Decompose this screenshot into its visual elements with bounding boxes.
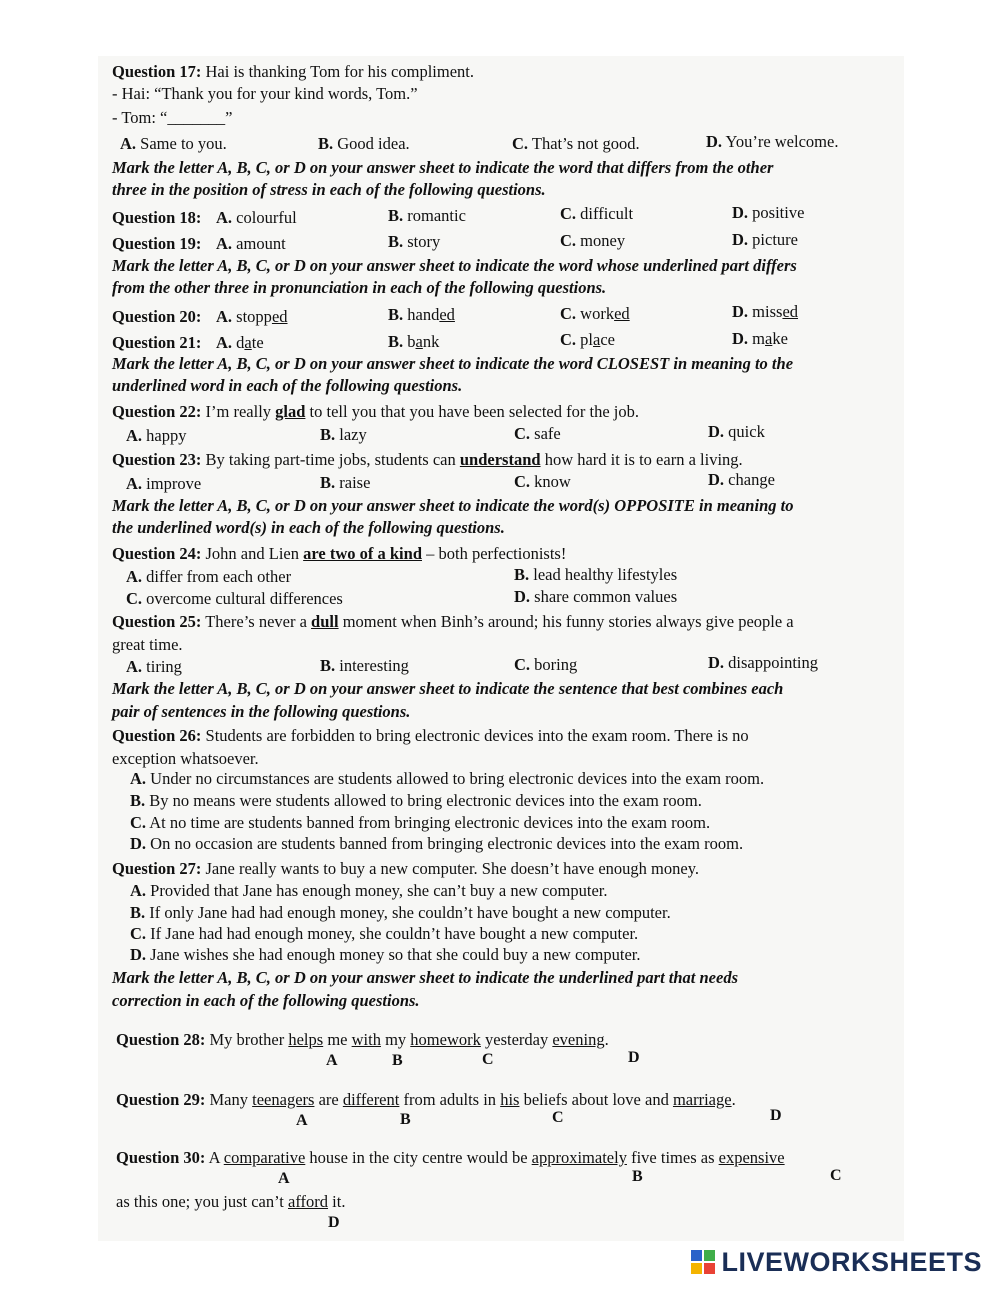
question-18-label: Question 18:	[112, 208, 202, 227]
q24-option-a[interactable]: A. differ from each other	[126, 567, 292, 586]
q27-option-d[interactable]: D. Jane wishes she had enough money so that she could buy a new computer.	[130, 945, 641, 964]
q26-option-a[interactable]: A. Under no circumstances are students allowed to bring electronic devices into the exam room.	[130, 769, 765, 788]
question-27: Question 27: Jane really wants to buy a new computer. She doesn’t have enough money.	[112, 859, 700, 878]
q20-option-d[interactable]: D. missed	[732, 302, 799, 321]
instruction-correction-line-2: correction in each of the following questions.	[112, 991, 420, 1010]
q20-option-c[interactable]: C. worked	[560, 304, 630, 323]
q24-option-c[interactable]: C. overcome cultural differences	[126, 589, 343, 608]
question-21-label: Question 21:	[112, 333, 202, 352]
instruction-stress-line-2: three in the position of stress in each of the following questions.	[112, 180, 546, 199]
q21-option-d[interactable]: D. make	[732, 329, 788, 348]
q28-mark-b[interactable]: B	[392, 1052, 403, 1069]
q29-mark-c[interactable]: C	[552, 1109, 564, 1126]
q17-option-d[interactable]: D. You’re welcome.	[706, 132, 839, 151]
q18-option-a[interactable]: A. colourful	[216, 208, 297, 227]
instruction-correction-line-1: Mark the letter A, B, C, or D on your answer sheet to indicate the underlined part that needs	[112, 968, 738, 987]
instruction-stress-line-1: Mark the letter A, B, C, or D on your answer sheet to indicate the word that differs from the other	[112, 158, 774, 177]
question-26-line-2: exception whatsoever.	[112, 749, 259, 768]
question-19-label: Question 19:	[112, 234, 202, 253]
q18-option-c[interactable]: C. difficult	[560, 204, 634, 223]
question-24: Question 24: John and Lien are two of a kind – both perfectionists!	[112, 544, 567, 563]
question-17: Question 17: Hai is thanking Tom for his compliment.	[112, 62, 474, 81]
q25-option-a[interactable]: A. tiring	[126, 657, 182, 676]
q29-mark-b[interactable]: B	[400, 1111, 411, 1128]
q30-mark-c[interactable]: C	[830, 1167, 842, 1184]
q27-option-a[interactable]: A. Provided that Jane has enough money, she can’t buy a new computer.	[130, 881, 608, 900]
q20-option-b[interactable]: B. handed	[388, 305, 455, 324]
q17-option-b[interactable]: B. Good idea.	[318, 134, 410, 153]
q30-mark-b[interactable]: B	[632, 1168, 643, 1185]
instruction-combine-line-1: Mark the letter A, B, C, or D on your answer sheet to indicate the sentence that best combines each	[112, 679, 784, 698]
q26-option-b[interactable]: B. By no means were students allowed to bring electronic devices into the exam room.	[130, 791, 702, 810]
q28-mark-c[interactable]: C	[482, 1051, 494, 1068]
q21-option-b[interactable]: B. bank	[388, 332, 440, 351]
question-22: Question 22: I’m really glad to tell you that you have been selected for the job.	[112, 402, 639, 421]
q23-option-c[interactable]: C. know	[514, 472, 571, 491]
q17-option-a[interactable]: A. Same to you.	[120, 134, 227, 153]
q26-option-c[interactable]: C. At no time are students banned from bringing electronic devices into the exam room.	[130, 813, 711, 832]
instruction-pronunciation-line-2: from the other three in pronunciation in each of the following questions.	[112, 278, 607, 297]
q17-option-c[interactable]: C. That’s not good.	[512, 134, 640, 153]
q26-option-d[interactable]: D. On no occasion are students banned from bringing electronic devices into the exam room.	[130, 834, 744, 853]
q28-mark-a[interactable]: A	[326, 1052, 338, 1069]
question-30-line-2: as this one; you just can’t afford it.	[116, 1192, 346, 1211]
q22-option-b[interactable]: B. lazy	[320, 425, 367, 444]
q17-hai-line: - Hai: “Thank you for your kind words, Tom.”	[112, 84, 418, 103]
instruction-opposite-line-2: the underlined word(s) in each of the following questions.	[112, 518, 505, 537]
q23-option-b[interactable]: B. raise	[320, 473, 371, 492]
question-30: Question 30: A comparative house in the city centre would be approximately five times as expensive	[116, 1148, 785, 1167]
question-26: Question 26: Students are forbidden to bring electronic devices into the exam room. There is no	[112, 726, 749, 745]
liveworksheets-brand	[691, 1247, 982, 1277]
q22-option-c[interactable]: C. safe	[514, 424, 561, 443]
q27-option-c[interactable]: C. If Jane had had enough money, she couldn’t have bought a new computer.	[130, 924, 639, 943]
instruction-pronunciation-line-1: Mark the letter A, B, C, or D on your answer sheet to indicate the word whose underlined part differs	[112, 256, 797, 275]
q20-option-a[interactable]: A. stopped	[216, 307, 288, 326]
q28-mark-d[interactable]: D	[628, 1049, 640, 1066]
instruction-combine-line-2: pair of sentences in the following questions.	[112, 702, 411, 721]
question-28: Question 28: My brother helps me with my homework yesterday evening.	[116, 1030, 609, 1049]
q29-mark-a[interactable]: A	[296, 1112, 308, 1129]
q21-option-c[interactable]: C. place	[560, 330, 615, 349]
q24-option-b[interactable]: B. lead healthy lifestyles	[514, 565, 678, 584]
question-20-label: Question 20:	[112, 307, 202, 326]
q30-mark-a[interactable]: A	[278, 1170, 290, 1187]
q23-option-a[interactable]: A. improve	[126, 474, 202, 493]
q25-option-d[interactable]: D. disappointing	[708, 653, 819, 672]
q25-option-c[interactable]: C. boring	[514, 655, 578, 674]
q18-option-b[interactable]: B. romantic	[388, 206, 466, 225]
q17-tom-line: - Tom: “_______”	[112, 108, 233, 127]
instruction-opposite-line-1: Mark the letter A, B, C, or D on your answer sheet to indicate the word(s) OPPOSITE in meaning to	[112, 496, 794, 515]
instruction-closest-line-1: Mark the letter A, B, C, or D on your answer sheet to indicate the word CLOSEST in meaning to the	[112, 354, 794, 373]
liveworksheets-logo-icon	[691, 1250, 715, 1274]
q24-option-d[interactable]: D. share common values	[514, 587, 678, 606]
q25-option-b[interactable]: B. interesting	[320, 656, 409, 675]
q21-option-a[interactable]: A. date	[216, 333, 264, 352]
q22-option-d[interactable]: D. quick	[708, 422, 765, 441]
q19-option-a[interactable]: A. amount	[216, 234, 286, 253]
instruction-closest-line-2: underlined word in each of the following questions.	[112, 376, 463, 395]
q19-option-b[interactable]: B. story	[388, 232, 441, 251]
q19-option-c[interactable]: C. money	[560, 231, 626, 250]
question-29: Question 29: Many teenagers are different from adults in his beliefs about love and marriage.	[116, 1090, 736, 1109]
q29-mark-d[interactable]: D	[770, 1107, 782, 1124]
liveworksheets-wordmark: LIVEWORKSHEETS	[721, 1246, 982, 1277]
question-25-line-2: great time.	[112, 635, 183, 654]
worksheet-page	[98, 56, 904, 1241]
q23-option-d[interactable]: D. change	[708, 470, 775, 489]
q30-mark-d[interactable]: D	[328, 1214, 340, 1231]
q22-option-a[interactable]: A. happy	[126, 426, 187, 445]
q19-option-d[interactable]: D. picture	[732, 230, 798, 249]
q18-option-d[interactable]: D. positive	[732, 203, 805, 222]
q27-option-b[interactable]: B. If only Jane had had enough money, she couldn’t have bought a new computer.	[130, 903, 671, 922]
question-23: Question 23: By taking part-time jobs, students can understand how hard it is to earn a living.	[112, 450, 743, 469]
question-25: Question 25: There’s never a dull moment when Binh’s around; his funny stories always give people a	[112, 612, 794, 631]
